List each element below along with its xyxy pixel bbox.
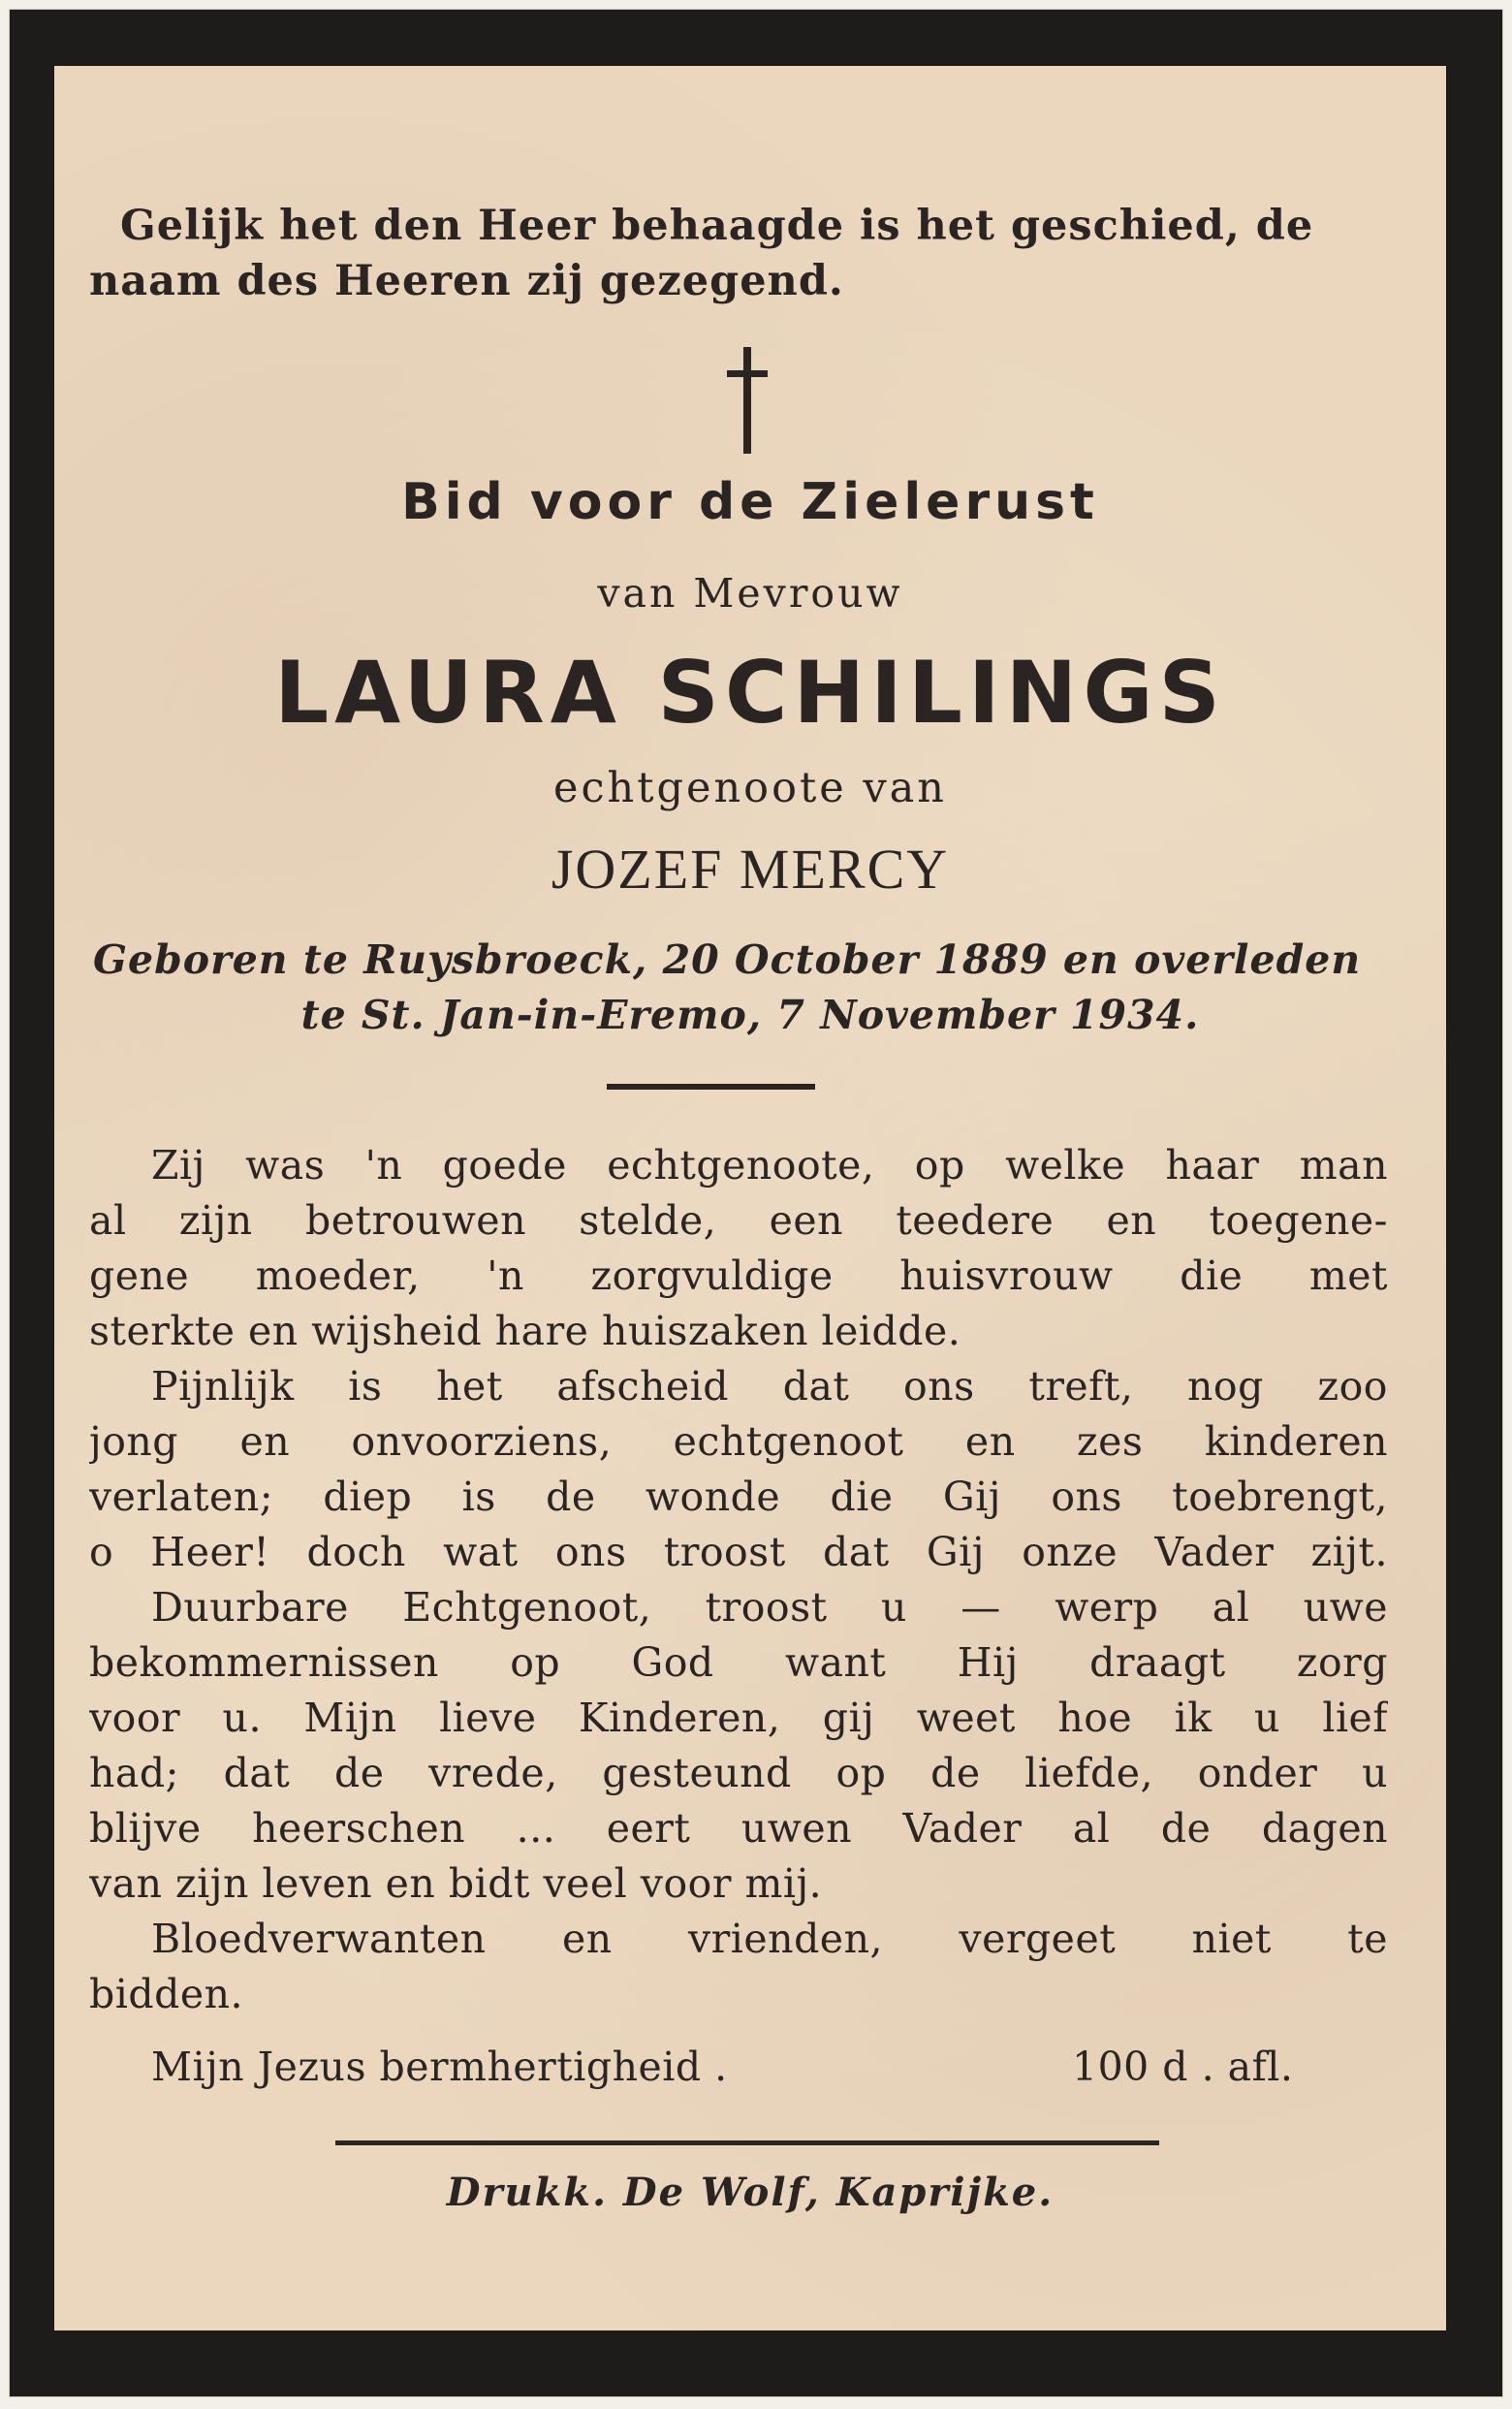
indulgence-prayer: Mijn Jezus bermhertigheid . [151,2044,728,2090]
body-line: van zijn leven en bidt veel voor mij. [89,1860,823,1907]
latin-cross-icon [723,347,772,454]
body-line: Zij was 'n goede echtgenoote, op welke haar man [151,1142,1388,1189]
body-line: Pijnlijk is het afscheid dat ons treft, nog zoo [151,1363,1388,1410]
birth-death-line-1: Geboren te Ruysbroeck, 20 October 1889 en overleden [93,936,1362,983]
body-line: verlaten; diep is de wonde die Gij ons toebrengt, [89,1474,1388,1520]
body-line: al zijn betrouwen stelde, een teedere en toegene- [89,1197,1388,1244]
body-line: voor u. Mijn lieve Kinderen, gij weet hoe ik u lief [89,1695,1388,1741]
body-line: bekommernissen op God want Hij draagt zorg [89,1639,1388,1686]
memorial-card-paper [54,66,1446,2330]
body-line: jong en onvoorziens, echtgenoot en zes kinderen [89,1418,1388,1465]
body-line: bidden. [89,1971,244,2017]
body-line: Bloedverwanten en vrienden, vergeet niet te [151,1916,1388,1962]
body-line: o Heer! doch wat ons troost dat Gij onze Vader zijt. [89,1529,1388,1575]
intro-line-2: naam des Heeren zij gezegend. [89,257,844,305]
body-line: sterkte en wijsheid hare huiszaken leidde. [89,1308,961,1354]
body-line: blijve heerschen ... eert uwen Vader al de dagen [89,1805,1388,1852]
indulgence-days: 100 d . afl. [1072,2044,1294,2090]
memorial-card-border [10,10,1502,2396]
divider-short [607,1084,815,1090]
body-line: had; dat de vrede, gesteund op de liefde, onder u [89,1750,1388,1796]
honorific-line: van Mevrouw [597,570,903,617]
body-line: Duurbare Echtgenoot, troost u — werp al uwe [151,1584,1388,1631]
spouse-label: echtgenoote van [553,764,947,812]
printer-credit: Drukk. De Wolf, Kaprijke. [446,2170,1055,2215]
birth-death-line-2: te St. Jan-in-Eremo, 7 November 1934. [300,992,1200,1038]
deceased-name: LAURA SCHILINGS [274,643,1226,743]
body-line: gene moeder, 'n zorgvuldige huisvrouw die met [89,1252,1388,1299]
prayer-heading: Bid voor de Zielerust [401,473,1099,531]
spouse-name: JOZEF MERCY [551,838,950,901]
intro-line-1: Gelijk het den Heer behaagde is het geschied, de [120,202,1314,250]
divider-long [335,2140,1159,2145]
